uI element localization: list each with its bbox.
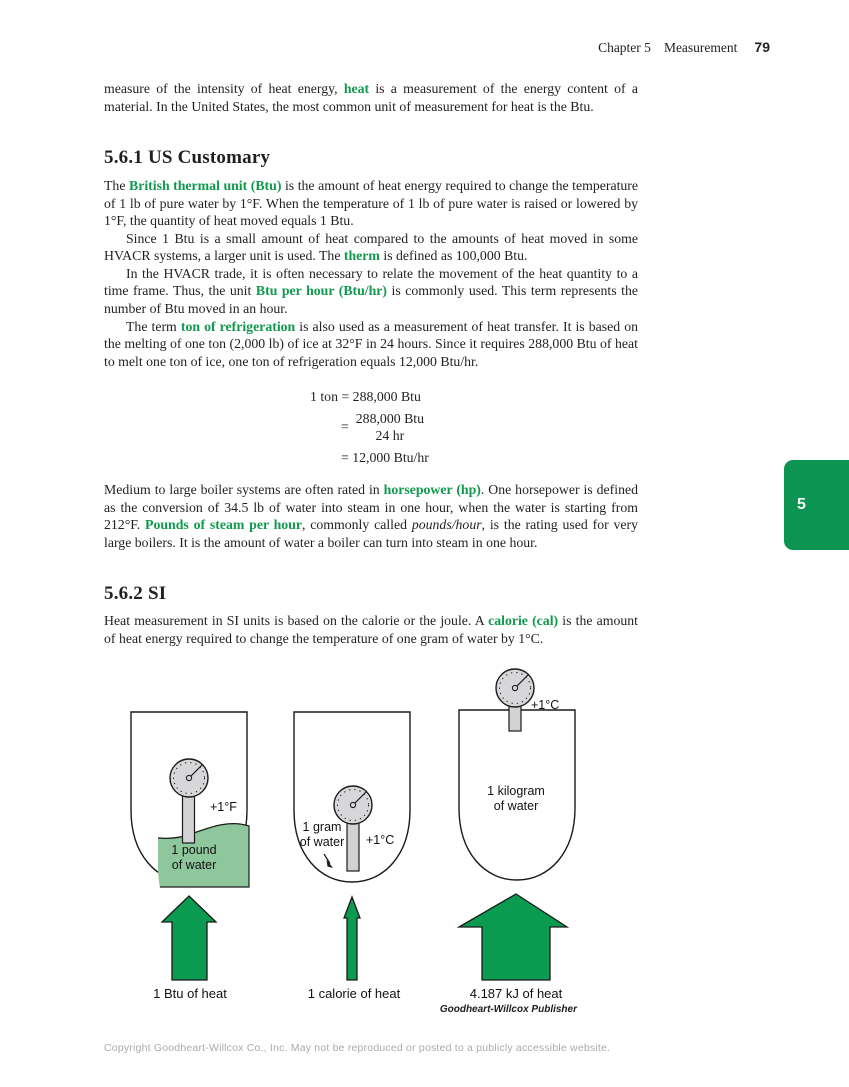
label-line: 1 gram bbox=[302, 820, 342, 834]
publisher-credit: Goodheart-Willcox Publisher bbox=[439, 1004, 577, 1015]
equation-line-1 bbox=[310, 388, 429, 406]
text-segment: is commonly used. This term represents the number of Btu moved in an hour. bbox=[104, 283, 639, 316]
fraction-denominator: 24 hr bbox=[375, 427, 405, 443]
paragraph bbox=[104, 481, 638, 551]
equals-sign: = bbox=[341, 418, 349, 434]
text-segment: The bbox=[104, 178, 129, 193]
equation-line-2 bbox=[341, 410, 429, 444]
text-segment: heat bbox=[343, 81, 370, 96]
text-segment: , is the rating used for very large boilers. It is the amount of water a boiler can turn into steam in one hour. bbox=[104, 517, 639, 550]
temp-label-c: +1°C bbox=[531, 698, 560, 712]
copyright-footer: Copyright Goodheart-Willcox Co., Inc. May not be reproduced or posted to a publicly accessible website. bbox=[104, 1042, 611, 1054]
text-segment: Since 1 Btu is a small amount of heat compared to the amounts of heat moved in some HVACR systems, a larger unit is used. The bbox=[104, 230, 638, 264]
label-line: of water bbox=[493, 798, 539, 813]
kilojoule-heat-arrow-icon bbox=[459, 894, 567, 980]
equals-sign: = bbox=[341, 389, 350, 404]
text-segment: British thermal unit (Btu) bbox=[129, 178, 282, 193]
water-amount-label bbox=[471, 784, 561, 813]
calorie-heat-arrow-icon bbox=[344, 897, 360, 980]
running-head bbox=[598, 39, 770, 56]
equation-lhs: 1 ton bbox=[310, 389, 338, 404]
text-segment: is the amount of heat energy required to change the temperature of 1 lb of pure water by 1°F. When the temperature of 1 lb of pure water is raised or lowered by 1°F, the quantity of heat moved equals 1 Btu. bbox=[104, 178, 639, 229]
paragraph bbox=[104, 230, 638, 265]
text-segment: Btu per hour (Btu/hr) bbox=[255, 283, 388, 299]
chapter-tab bbox=[784, 460, 849, 550]
equation-rhs: 12,000 Btu/hr bbox=[352, 449, 429, 465]
figure-caption: 1 Btu of heat bbox=[153, 986, 227, 1001]
text-segment: is also used as a measurement of heat transfer. It is based on the melting of one ton (2,000 lb) of ice at 32°F in 24 hours. Since it requires 288,000 Btu of heat to melt one ton of ice, one ton of refrigeration equals 12,000 Btu/hr. bbox=[104, 318, 639, 369]
text-segment: calorie (cal) bbox=[488, 613, 559, 628]
paragraph-block bbox=[104, 265, 638, 318]
paragraph bbox=[104, 80, 638, 115]
text-segment: measure of the intensity of heat energy, bbox=[104, 81, 344, 96]
equation-rhs: 288,000 Btu bbox=[352, 389, 421, 404]
label-line: of water bbox=[299, 834, 345, 849]
paragraph-block bbox=[104, 612, 638, 647]
page-number: 79 bbox=[754, 39, 770, 55]
paragraph-block bbox=[104, 318, 638, 371]
text-segment: therm bbox=[343, 248, 380, 264]
beaker-1-gram bbox=[292, 712, 412, 887]
text-segment: is the amount of heat energy required to change the temperature of one gram of water by 1°C. bbox=[104, 613, 639, 646]
label-line: 1 pound bbox=[171, 843, 217, 857]
temp-label-c: +1°C bbox=[366, 833, 395, 847]
section-heading-561: 5.6.1 US Customary bbox=[104, 147, 271, 168]
figure-caption: 4.187 kJ of heat bbox=[469, 986, 563, 1001]
intro-paragraph-block bbox=[104, 80, 638, 115]
equation-block bbox=[310, 388, 429, 466]
text-segment: In the HVACR trade, it is often necessary to relate the movement of the heat quantity to a time frame. Thus, the unit bbox=[104, 265, 638, 299]
text-segment: pounds/hour bbox=[411, 517, 482, 533]
section-heading-562: 5.6.2 SI bbox=[104, 583, 167, 604]
water-amount-label bbox=[149, 843, 239, 872]
text-segment: The term bbox=[126, 318, 181, 334]
paragraph bbox=[104, 318, 638, 371]
text-segment: Medium to large boiler systems are often rated in bbox=[104, 482, 384, 497]
equals-sign: = bbox=[341, 449, 349, 465]
chapter-label: Chapter 5 bbox=[598, 40, 651, 55]
text-segment: is defined as 100,000 Btu. bbox=[379, 248, 528, 264]
water-amount-label bbox=[294, 820, 350, 849]
paragraph-block bbox=[104, 177, 638, 230]
paragraph-block bbox=[104, 481, 638, 551]
paragraph bbox=[104, 177, 638, 230]
btu-heat-arrow-icon bbox=[162, 896, 216, 980]
chapter-title: Measurement bbox=[663, 40, 738, 55]
text-segment: . One horsepower is defined as the conversion of 34.5 lb of water into steam in one hour, when the water is starting from 212°F. bbox=[104, 482, 638, 533]
fraction-numerator: 288,000 Btu bbox=[355, 410, 425, 426]
temp-label-f: +1°F bbox=[210, 800, 237, 814]
text-segment: Pounds of steam per hour bbox=[145, 517, 302, 533]
text-segment: horsepower (hp) bbox=[383, 482, 481, 497]
text-segment: ton of refrigeration bbox=[180, 318, 296, 334]
paragraph bbox=[104, 612, 638, 647]
label-line: of water bbox=[171, 857, 217, 872]
equation-line-3 bbox=[341, 449, 429, 467]
chapter-tab-number: 5 bbox=[797, 496, 806, 513]
text-segment: is a measurement of the energy content of a material. In the United States, the most common unit of measurement for heat is the Btu. bbox=[104, 81, 638, 114]
fraction bbox=[356, 410, 424, 444]
text-segment: , commonly called bbox=[302, 517, 412, 533]
paragraph bbox=[104, 265, 638, 318]
figure-caption: 1 calorie of heat bbox=[307, 986, 401, 1001]
paragraph-block bbox=[104, 230, 638, 265]
text-segment: Heat measurement in SI units is based on the calorie or the joule. A bbox=[104, 613, 489, 628]
label-line: 1 kilogram bbox=[487, 784, 545, 798]
